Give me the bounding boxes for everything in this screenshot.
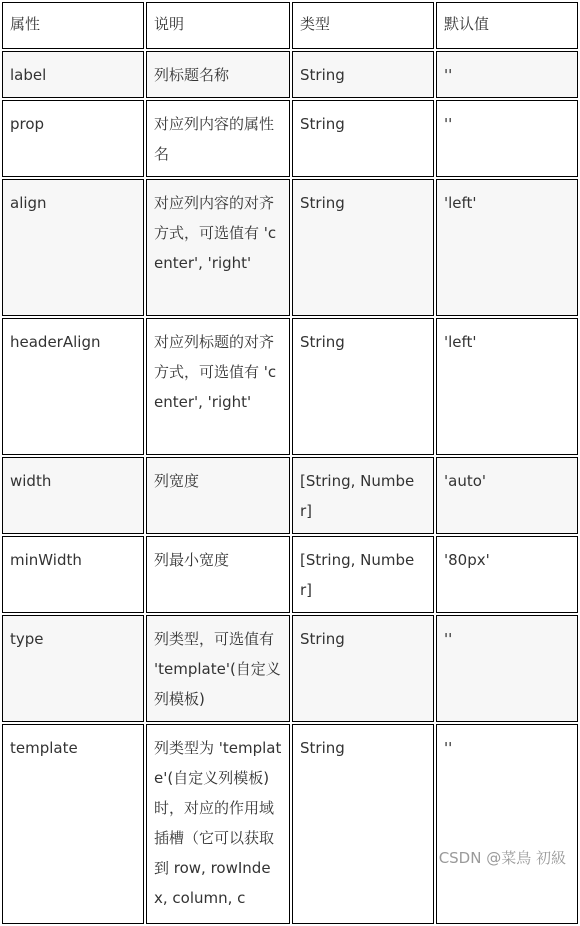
- cell-type: [String, Number]: [292, 536, 434, 613]
- cell-type: String: [292, 100, 434, 177]
- cell-default: 'auto': [436, 457, 578, 534]
- table-row: [2, 615, 578, 722]
- header-cell-description: 说明: [146, 2, 290, 49]
- cell-attribute: minWidth: [2, 536, 144, 613]
- cell-type: String: [292, 318, 434, 455]
- cell-type: String: [292, 615, 434, 722]
- csdn-watermark: CSDN @菜鳥 初級: [438, 849, 566, 867]
- table-row: [2, 536, 578, 613]
- cell-type: String: [292, 724, 434, 924]
- table-row: [2, 457, 578, 534]
- cell-attribute: align: [2, 179, 144, 316]
- cell-description: 对应列内容的属性名: [146, 100, 290, 177]
- table-header-row: [2, 2, 578, 49]
- cell-type: [String, Number]: [292, 457, 434, 534]
- cell-attribute: type: [2, 615, 144, 722]
- table-row: [2, 318, 578, 455]
- cell-attribute: prop: [2, 100, 144, 177]
- header-cell-attribute: 属性: [2, 2, 144, 49]
- cell-description: 列宽度: [146, 457, 290, 534]
- cell-type: String: [292, 179, 434, 316]
- cell-description: 对应列内容的对齐方式，可选值有 'center', 'right': [146, 179, 290, 316]
- cell-default: '': [436, 615, 578, 722]
- cell-default: '': [436, 100, 578, 177]
- cell-attribute: headerAlign: [2, 318, 144, 455]
- header-cell-type: 类型: [292, 2, 434, 49]
- cell-default: 'left': [436, 318, 578, 455]
- cell-default: '': [436, 724, 578, 924]
- cell-type: String: [292, 51, 434, 98]
- cell-attribute: label: [2, 51, 144, 98]
- cell-description: 列最小宽度: [146, 536, 290, 613]
- cell-default: '80px': [436, 536, 578, 613]
- table-row: [2, 100, 578, 177]
- table-row: [2, 51, 578, 98]
- cell-description: 列类型为 'template'(自定义列模板)时，对应的作用域插槽（它可以获取到 row, rowIndex, column, c: [146, 724, 290, 924]
- cell-attribute: template: [2, 724, 144, 924]
- table-row: [2, 724, 578, 924]
- table-row: [2, 179, 578, 316]
- cell-default: '': [436, 51, 578, 98]
- cell-default: 'left': [436, 179, 578, 316]
- cell-description: 对应列标题的对齐方式，可选值有 'center', 'right': [146, 318, 290, 455]
- header-cell-default: 默认值: [436, 2, 578, 49]
- cell-description: 列标题名称: [146, 51, 290, 98]
- cell-attribute: width: [2, 457, 144, 534]
- cell-description: 列类型，可选值有 'template'(自定义列模板): [146, 615, 290, 722]
